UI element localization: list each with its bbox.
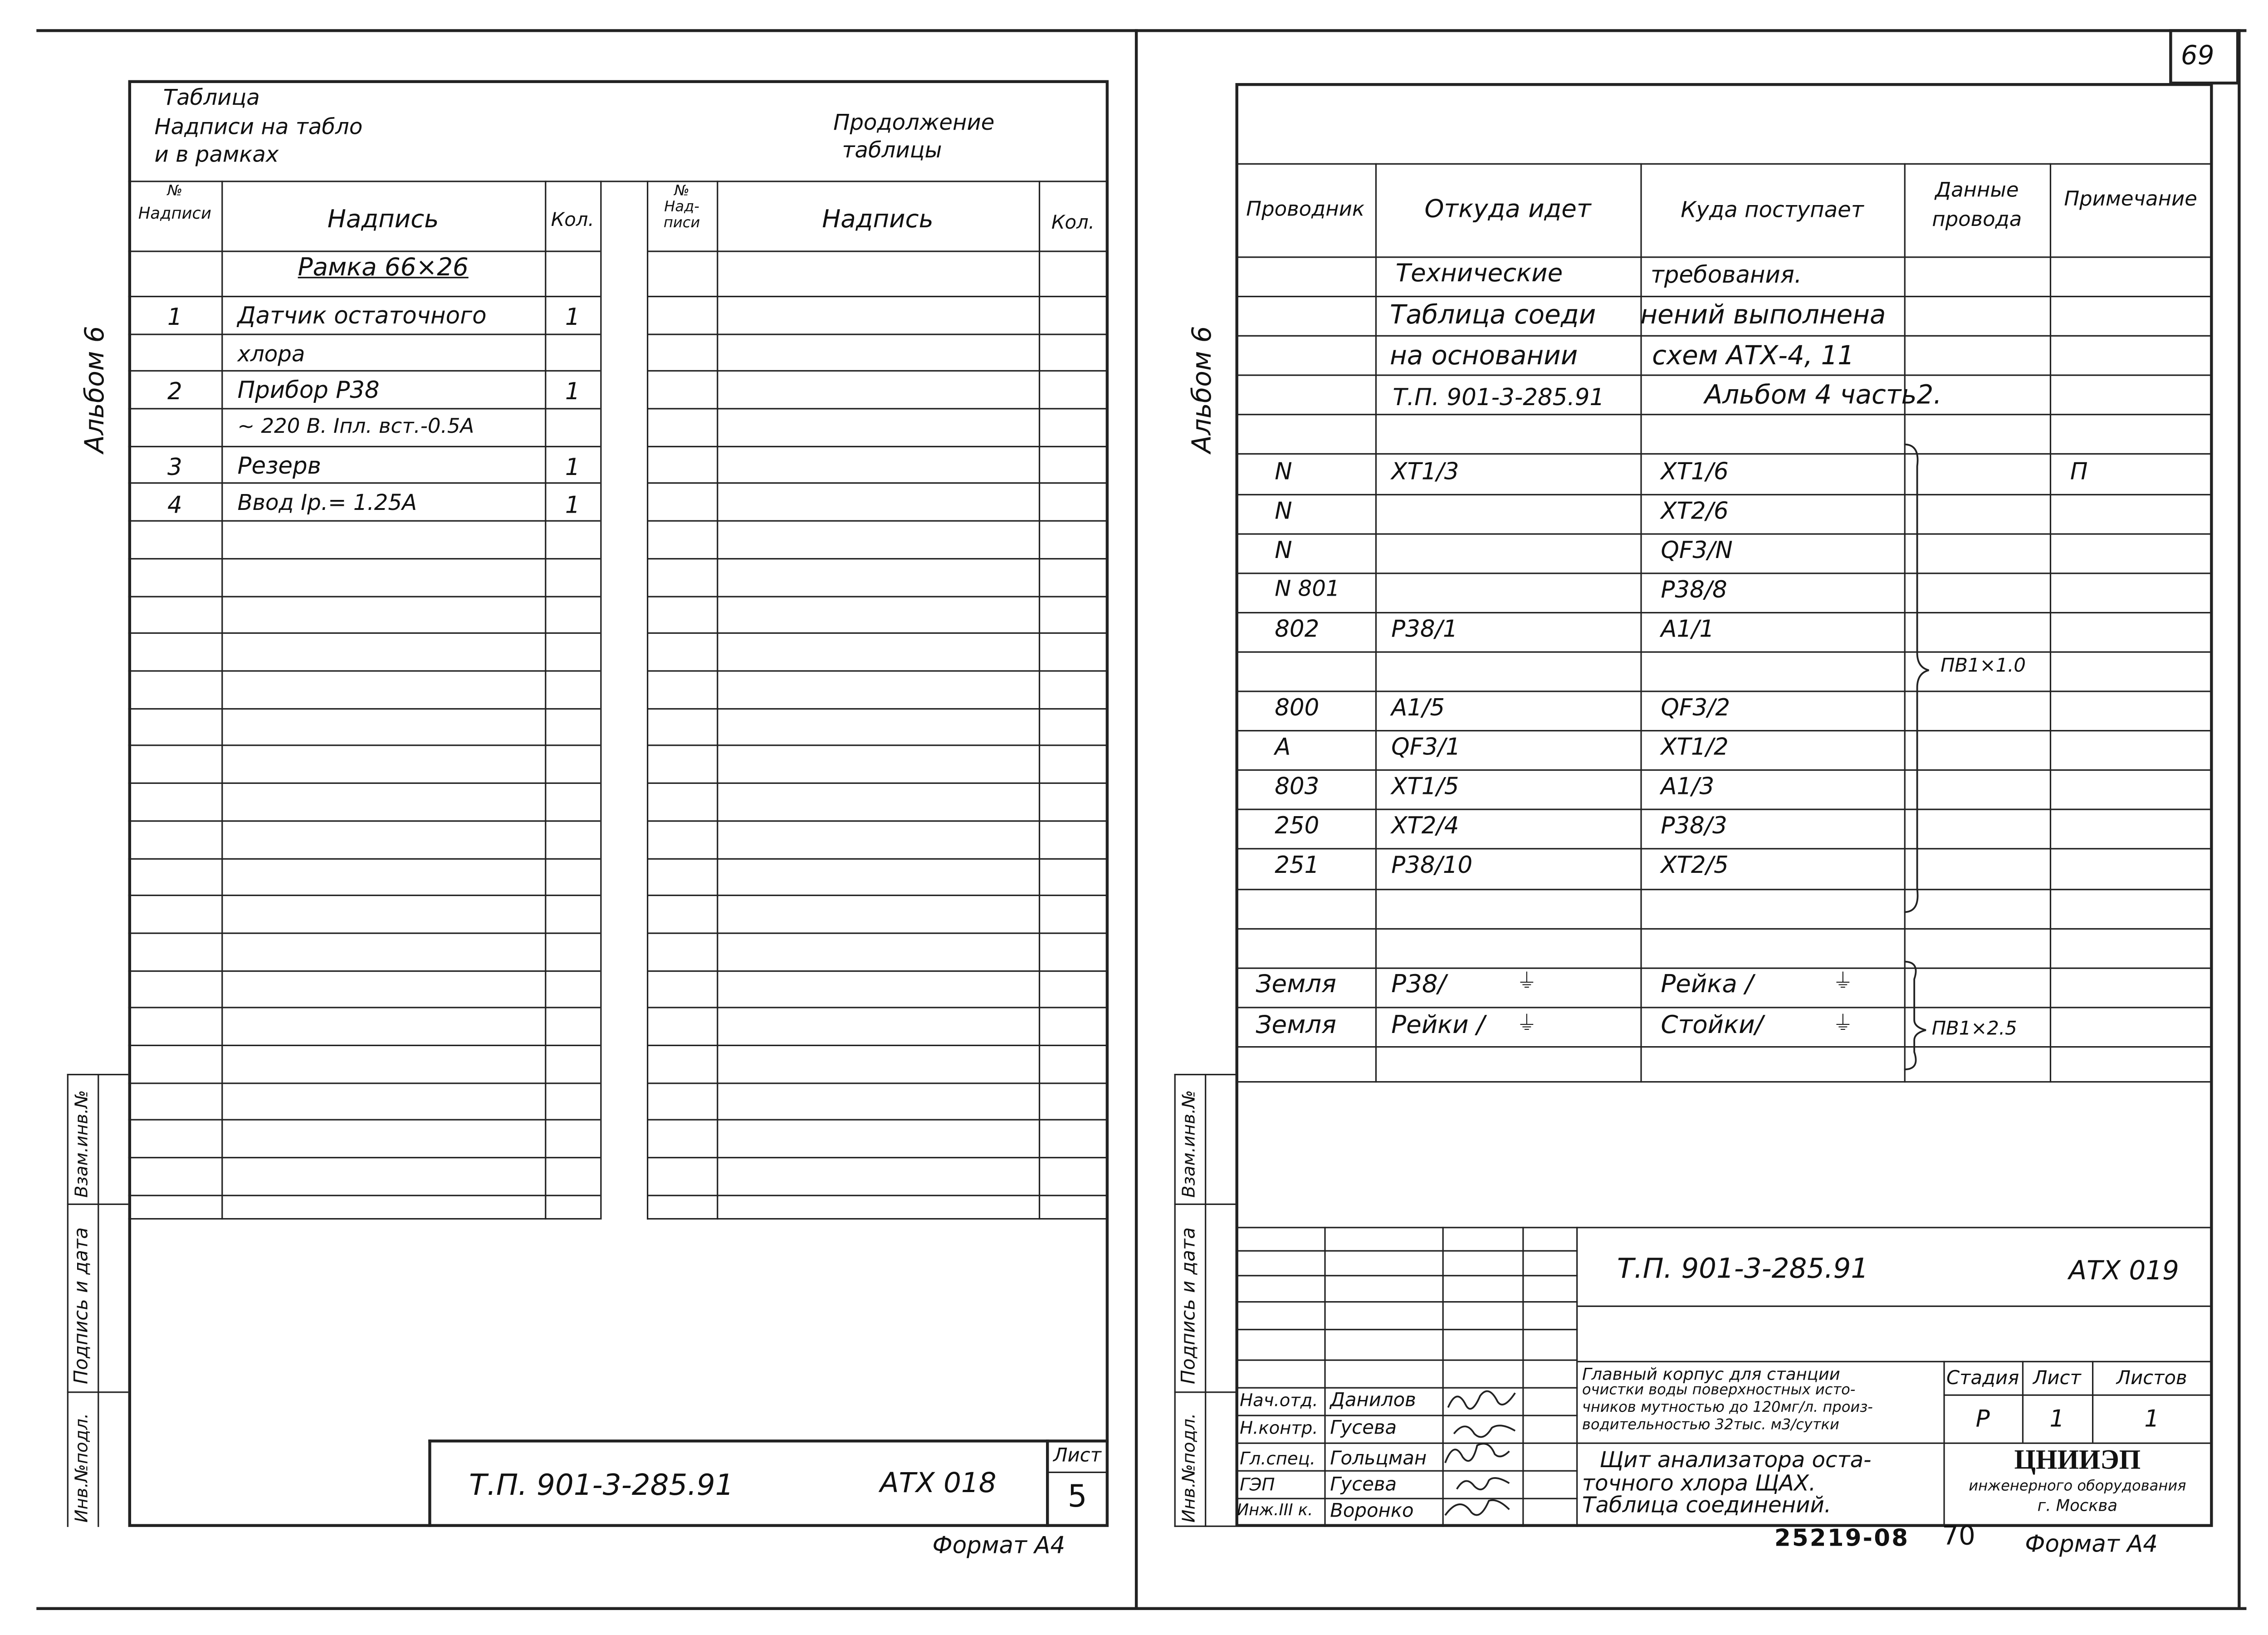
row-4-num: 4: [167, 491, 182, 519]
cont-num-header-2: Над-: [664, 200, 699, 216]
stamp-title-2: точного хлора ЩАХ.: [1582, 1470, 1816, 1497]
wire-spec-2: ПВ1×2.5: [1931, 1018, 2017, 1041]
row-1-from: XT1/3: [1391, 457, 1459, 485]
continuation-title-2: таблицы: [842, 137, 942, 163]
row-10-to: Р38/3: [1661, 811, 1727, 839]
left-table-title-2: Надписи на табло: [154, 113, 363, 140]
tech-note-1b: требования.: [1650, 260, 1802, 289]
cont-qty-header: Кол.: [1051, 212, 1095, 235]
row-11-conductor: 251: [1275, 851, 1320, 879]
page-number: 69: [2180, 40, 2214, 72]
row-5-conductor: 802: [1275, 615, 1320, 643]
row-3-to: QF3/N: [1661, 536, 1733, 564]
row-9-to: А1/3: [1661, 772, 1715, 800]
row-4-conductor: N 801: [1275, 575, 1340, 602]
row-3-qty: 1: [565, 453, 580, 481]
row-2-label: Прибор Р38: [237, 376, 380, 404]
row-4-to: Р38/8: [1661, 575, 1727, 603]
header-conductor: Проводник: [1246, 198, 1365, 222]
row-10-from: XT2/4: [1391, 811, 1459, 839]
ground-symbol-icon: ⏚: [1516, 970, 1537, 994]
ground-symbol-icon: ⏚: [1833, 970, 1853, 994]
row-7-from: А1/5: [1391, 693, 1445, 721]
row-5-from: Р38/1: [1391, 615, 1458, 643]
header-wire-1: Данные: [1935, 179, 2019, 203]
stamp-org-city: г. Москва: [2037, 1496, 2118, 1516]
left-stamp-doc: Т.П. 901-3-285.91: [469, 1467, 734, 1503]
continuation-title-1: Продолжение: [833, 109, 995, 136]
row-4-qty: 1: [565, 491, 580, 519]
ground-1-conductor: Земля: [1256, 970, 1337, 1000]
stamp-project-2: очистки воды поверхностных исто-: [1582, 1382, 1856, 1399]
row-1-num: 1: [167, 303, 182, 331]
row-2-num: 2: [167, 377, 182, 405]
right-format-label: Формат А4: [2025, 1530, 2158, 1558]
row-9-from: XT1/5: [1391, 772, 1459, 800]
right-stamp-doc: Т.П. 901-3-285.91: [1617, 1253, 1869, 1285]
row-8-to: XT1/2: [1661, 733, 1729, 761]
person-2-role: Н.контр.: [1240, 1417, 1318, 1438]
person-4-role: ГЭП: [1240, 1474, 1275, 1495]
row-8-from: QF3/1: [1391, 733, 1461, 761]
left-inv-orig: Инв.№подл.: [71, 1413, 92, 1523]
ground-2-to: Стойки/: [1661, 1011, 1764, 1041]
row-11-from: Р38/10: [1391, 851, 1473, 879]
row-2-to: XT2/6: [1661, 497, 1729, 525]
row-5-to: А1/1: [1661, 615, 1715, 643]
ground-2-from: Рейки /: [1391, 1011, 1485, 1041]
stamp-org-desc: инженерного оборудования: [1969, 1478, 2186, 1495]
tech-note-3a: на основании: [1389, 341, 1578, 372]
cont-label-header: Надпись: [822, 205, 934, 235]
header-note: Примечание: [2064, 188, 2197, 211]
tech-note-4b: Альбом 4 часть2.: [1704, 380, 1942, 411]
stamp-sheet-label: Лист: [2033, 1368, 2081, 1390]
row-1-label: Датчик остаточного: [237, 301, 487, 329]
row-7-conductor: 800: [1275, 693, 1320, 721]
stamp-org-name: ЦНИИЭП: [2014, 1445, 2141, 1476]
row-10-conductor: 250: [1275, 811, 1320, 839]
right-album-label: Альбом 6: [1187, 326, 1218, 453]
ground-symbol-icon: ⏚: [1516, 1013, 1537, 1036]
row-1-to: XT1/6: [1661, 457, 1729, 485]
num-header-1: №: [167, 183, 183, 200]
stamp-sheets-label: Листов: [2116, 1368, 2187, 1390]
row-3-label: Резерв: [237, 451, 321, 480]
left-inv-replace: Взам.инв.№: [71, 1090, 92, 1198]
qty-header: Кол.: [551, 210, 594, 232]
person-5-name: Воронко: [1330, 1501, 1414, 1523]
left-stamp-code: АТХ 018: [880, 1467, 997, 1499]
tech-note-3b: схем АТХ-4, 11: [1652, 341, 1855, 372]
stamp-project-4: водительностью 32тыс. м3/сутки: [1582, 1417, 1839, 1434]
cont-num-header-3: писи: [663, 215, 700, 232]
person-3-role: Гл.спец.: [1240, 1448, 1316, 1469]
right-stamp-code: АТХ 019: [2068, 1256, 2179, 1287]
row-2b-label: ~ 220 В. Iпл. вст.-0.5А: [237, 415, 474, 439]
row-1-note: П: [2070, 457, 2088, 485]
row-7-to: QF3/2: [1661, 693, 1730, 721]
row-1-conductor: N: [1275, 457, 1292, 485]
right-sign-date: Подпись и дата: [1178, 1227, 1201, 1385]
person-2-name: Гусева: [1330, 1417, 1397, 1440]
right-strip-mid: [1205, 1074, 1206, 1527]
right-inv-orig: Инв.№подл.: [1178, 1413, 1199, 1523]
frame-label: Рамка 66×26: [298, 253, 469, 283]
right-strip-line: [1174, 1074, 1176, 1527]
ground-2-conductor: Земля: [1256, 1011, 1337, 1041]
stamp-sheet: 1: [2049, 1405, 2065, 1433]
row-3-conductor: N: [1275, 536, 1292, 564]
tech-note-2a: Таблица соеди: [1389, 300, 1596, 331]
stamp-stage-label: Стадия: [1946, 1368, 2019, 1390]
left-album-label: Альбом 6: [80, 326, 111, 453]
row-4-label: Ввод Iр.= 1.25А: [237, 490, 417, 516]
left-stamp-sheet: 5: [1067, 1478, 1087, 1514]
row-3-num: 3: [167, 453, 182, 481]
stamp-project-3: чников мутностью до 120мг/л. произ-: [1582, 1400, 1873, 1416]
tech-note-4a: Т.П. 901-3-285.91: [1393, 383, 1605, 411]
person-5-role: Инж.III к.: [1237, 1501, 1313, 1520]
row-9-conductor: 803: [1275, 772, 1320, 800]
cont-num-header-1: №: [674, 183, 689, 200]
stamp-title-1: Щит анализатора оста-: [1599, 1447, 1872, 1473]
row-1-qty: 1: [565, 303, 580, 331]
wire-spec-1: ПВ1×1.0: [1940, 656, 2026, 678]
tech-note-2b: нений выполнена: [1640, 300, 1886, 331]
header-from: Откуда идет: [1424, 195, 1591, 225]
num-header-2: Надписи: [138, 204, 211, 223]
label-header: Надпись: [327, 205, 439, 235]
left-table-title-3: и в рамках: [154, 141, 279, 168]
header-to: Куда поступает: [1681, 196, 1864, 223]
right-inv-replace: Взам.инв.№: [1178, 1090, 1199, 1198]
ground-1-to: Рейка /: [1661, 970, 1754, 1000]
stamp-stage: Р: [1975, 1405, 1990, 1433]
person-4-name: Гусева: [1330, 1474, 1397, 1497]
person-3-name: Гольцман: [1330, 1448, 1427, 1470]
row-2-qty: 1: [565, 377, 580, 405]
row-11-to: XT2/5: [1661, 851, 1729, 879]
row-8-conductor: А: [1275, 733, 1291, 761]
left-table-title-1: Таблица: [163, 84, 260, 111]
person-1-name: Данилов: [1330, 1390, 1416, 1412]
left-stamp-sheet-label: Лист: [1053, 1445, 1101, 1468]
tech-note-1a: Технические: [1395, 259, 1563, 289]
stamp-title-3: Таблица соединений.: [1582, 1492, 1832, 1518]
left-format-label: Формат А4: [932, 1531, 1066, 1559]
stamp-sheets: 1: [2144, 1405, 2160, 1433]
archive-number: 25219-08: [1774, 1524, 1910, 1552]
archive-page: 70: [1942, 1521, 1975, 1552]
left-sign-date: Подпись и дата: [71, 1227, 93, 1385]
header-wire-2: провода: [1932, 208, 2022, 232]
row-1b-label: хлора: [237, 341, 305, 367]
ground-1-from: Р38/: [1391, 970, 1447, 1000]
row-2-conductor: N: [1275, 497, 1292, 525]
stamp-project-1: Главный корпус для станции: [1582, 1364, 1840, 1385]
person-1-role: Нач.отд.: [1240, 1390, 1318, 1410]
ground-symbol-icon: ⏚: [1833, 1013, 1853, 1036]
